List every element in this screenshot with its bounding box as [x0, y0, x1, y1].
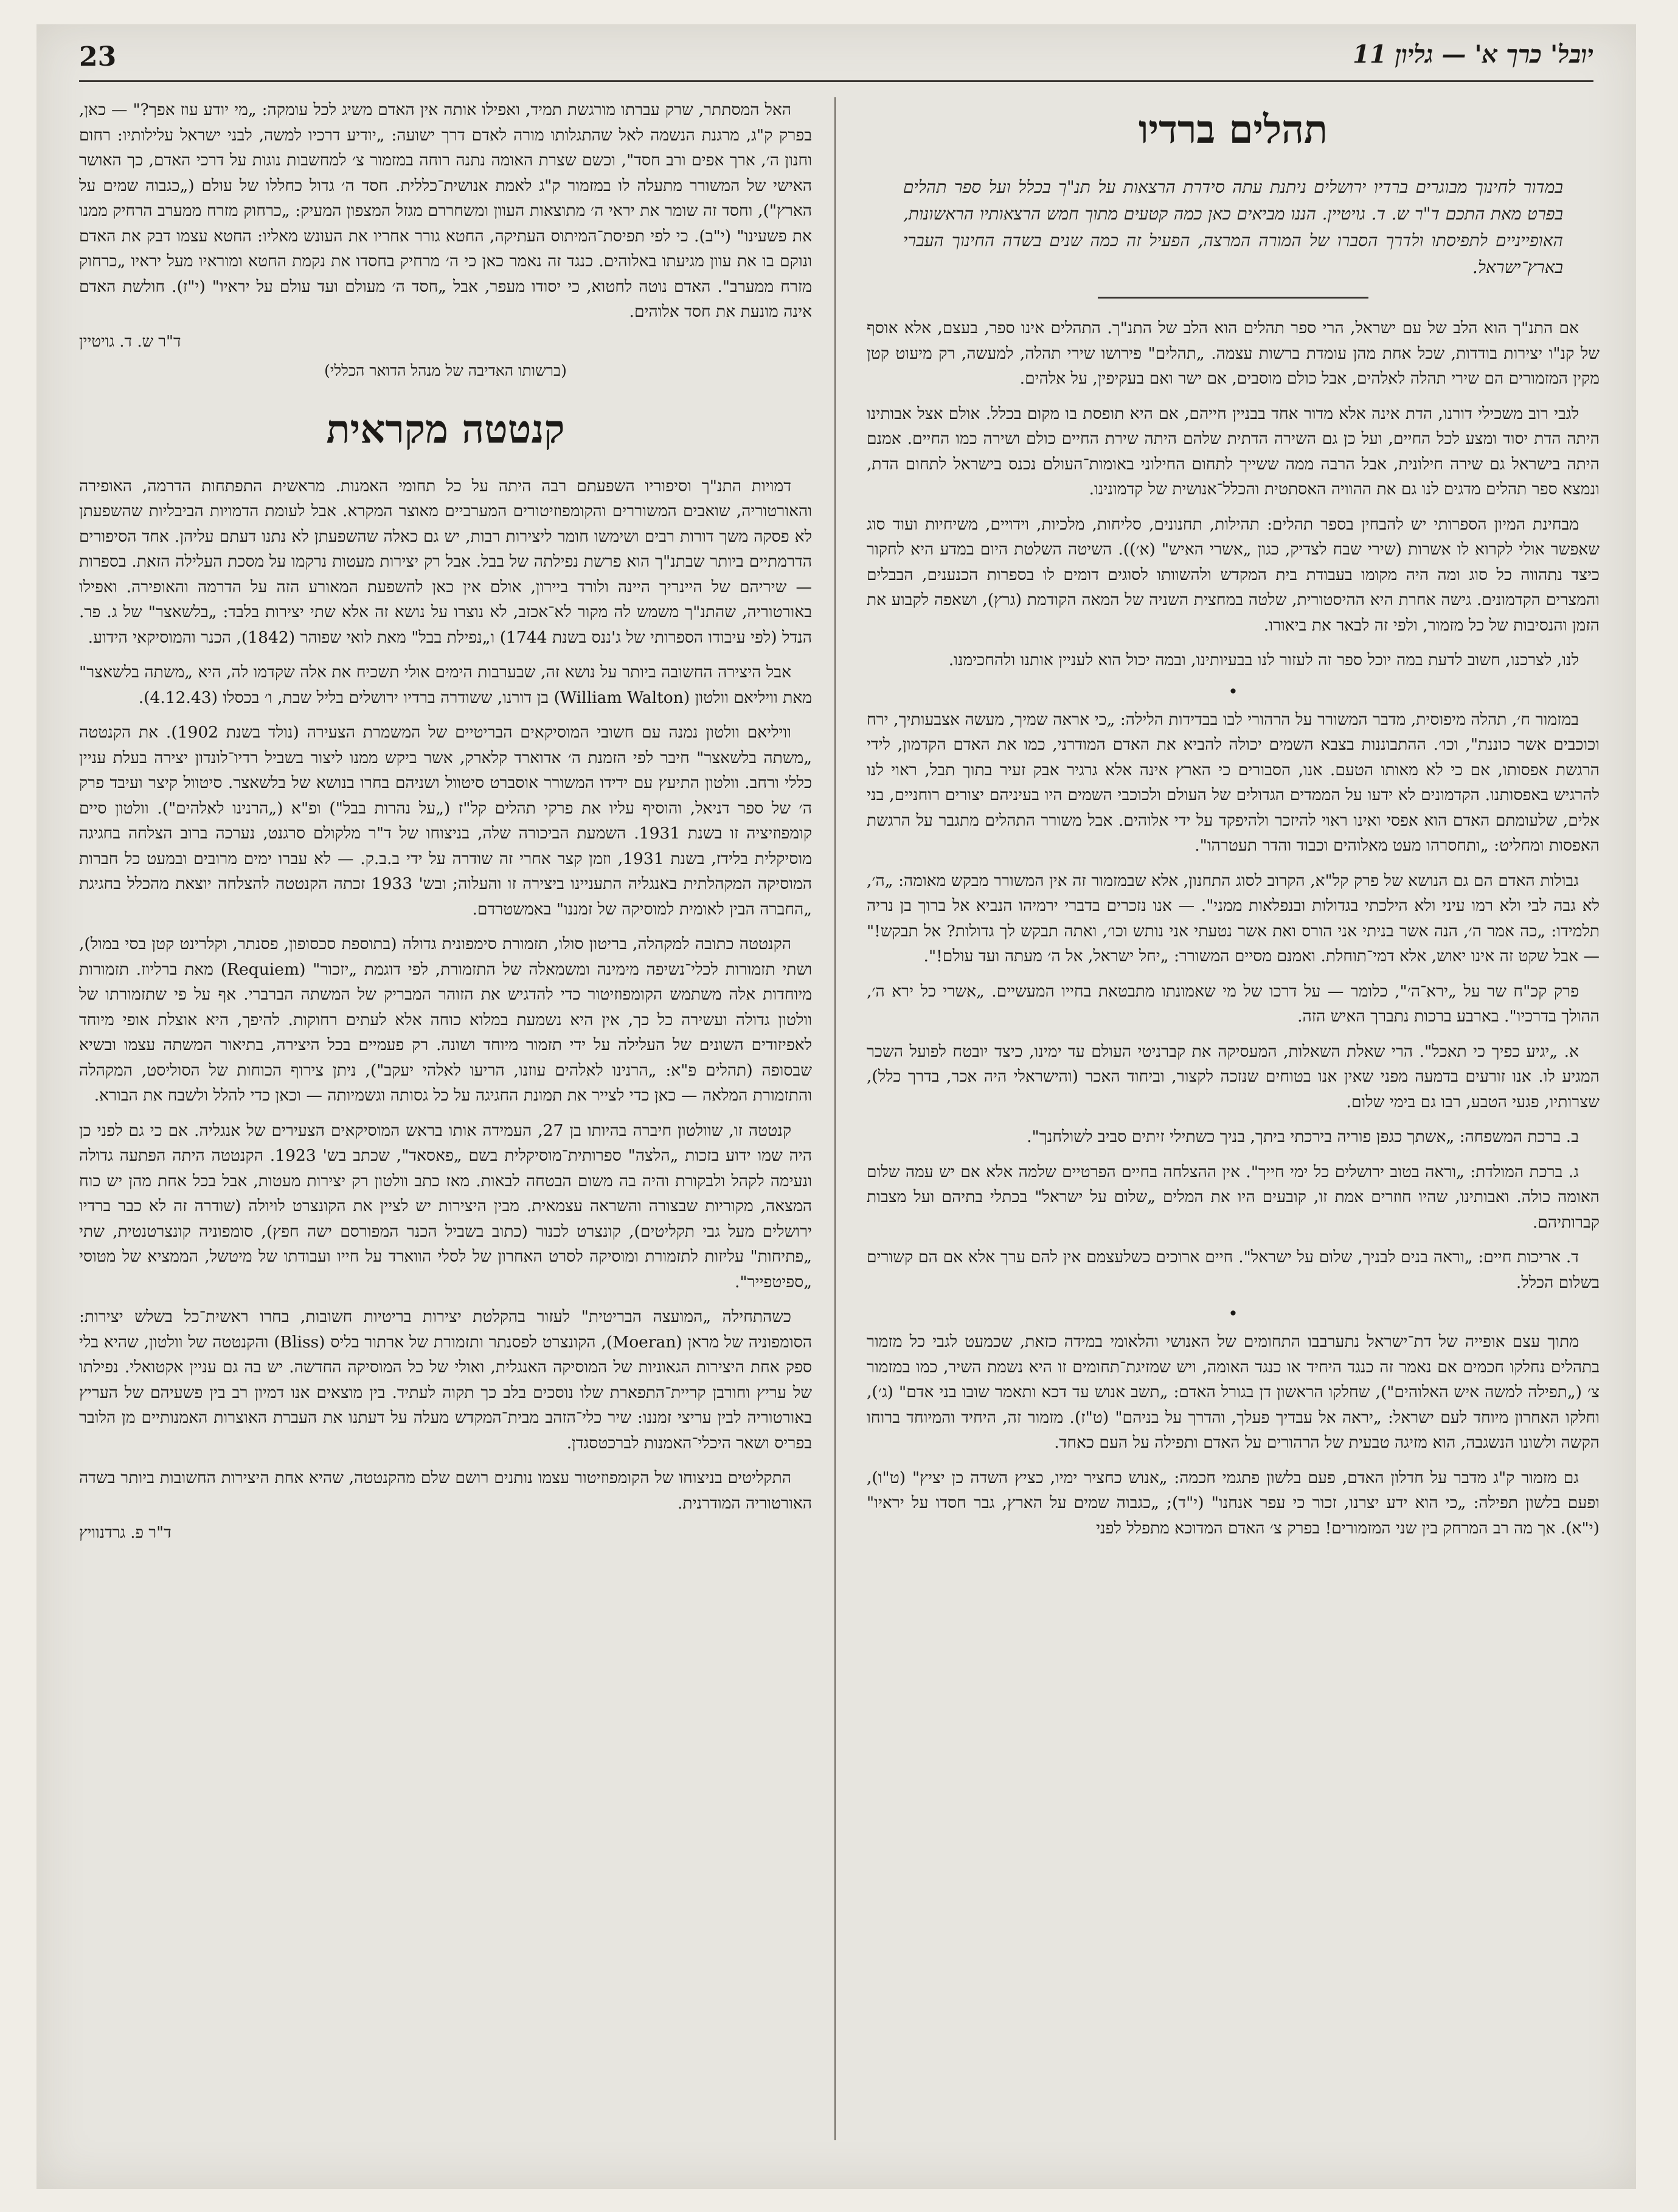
page-header: [79, 38, 1593, 82]
author-signature: ד"ר ש. ד. גויטיין: [79, 332, 181, 351]
article-paragraph: אם התנ"ך הוא הלב של עם ישראל, הרי ספר תהלים הוא הלב של התנ"ך. התהלים אינו ספר, בעצם, אלא אוסף של קנ"ו יצירות בודדות, שכל אחת מהן עומדת ברשות עצמה. „תהלים" פירושו שירי תהלה, למעשה, רק מיעוט קטן מקין המזמורים הם שירי תהלה לאלהים, אבל כולם מוסבים, אם ישר ואם בעקיפין, על אלהים.: [867, 319, 1600, 388]
article-title-tehillim: תהלים ברדיו: [1139, 107, 1328, 153]
separator-rule: [1098, 297, 1368, 299]
article-paragraph: האל המסתתר, שרק עברתו מורגשת תמיד, ואפילו אותה אין האדם משיג לכל עומקה: „מי יודע עוז אפך?" — כאן, בפרק ק"ג, מרגנת הנשמה לאל שהתגלותו מורה לאדם דרך ישועה: „יודיע דרכיו למשה, לבני ישראל עלילותיו: רחום וחנון ה׳, ארך אפים ורב חסד", וכשם שצרת האומה נתנה רוחה במזמור צ׳ למחשבות נוגות על דרכי האדם, כך האושר האישי של המשורר מתעלה לו במזמור ק"ג לאמת אנושית־כללית. חסד ה׳ גדול כחללו של עולם („כגבוה שמים על הארץ"), וחסד זה שומר את יראי ה׳ מתוצאות העוון ומשחררם מגזל המצפון המעיק: „כרחוק מזרח ממערב הרחיק ממנו את פשעינו" (י"ב). כי לפי תפיסת־המיתוס העתיקה, החטא גורר אחריו את העונש מאליו: החטא עצמו דבק את האדם ונוקם בו את עוון מגיעתו באלוהים. כנגד זה נאמר כאן כי ה׳ מרחיק בחסדו את נקמת החטא ומוראיו מעל יראיו „כרחוק מזרח ממערב". האדם נוטה לחטוא, כי יסודו מעפר, אבל „חסד ה׳ מעולם ועד עולם על יראיו" (י"ז). חולשת האדם אינה מונעת את חסד אלוהים.: [79, 100, 812, 321]
running-head: יובל' כרך א' — גליון 11: [1353, 40, 1593, 69]
article-paragraph: פרק קכ"ח שר על „ירא־ה׳", כלומר — על דרכו של מי שאמונתו מתבטאת בחייו המעשיים. „אשרי כל ירא ה׳, ההולך בדרכיו". בארבע ברכות נתברך האיש הזה.: [867, 981, 1600, 1026]
article-title-cantata: קנטטה מקראית: [326, 406, 565, 452]
newspaper-page: [36, 24, 1636, 2189]
left-column: [79, 97, 812, 2152]
article-paragraph: גבולות האדם הם גם הנושא של פרק קל"א, הקרוב לסוג התחנון, אלא שבמזמור זה אין המשורר מבקש מאומה: „ה׳, לא גבה לבי ולא רמו עיני ולא הילכתי בגדולות ובנפלאות ממני". — אנו נזכרים בדברי ירמיהו הנביא אל ברוך בן נריה תלמידו: „כה אמר ה׳, הנה אשר בניתי אני הורס ואת אשר נטעתי אני נותש וכו׳, ואתה תבקש לך גדולות? אל תבקש!" — אבל שקט זה אינו יאוש, אלא דמי־תוחלת. ואמנם מסיים המשורר: „יחל ישראל, אל ה׳ מעתה ועד עולם!".: [867, 871, 1600, 966]
article-paragraph: א. „יגיע כפיך כי תאכל". הרי שאלת השאלות, המעסיקה את קברניטי העולם עד ימינו, כיצד יובטח לפועל השכר המגיע לו. אנו זורעים בדמעה מפני שאין אנו בטוחים שנזכה לקצור, וביחוד האכר (והישראלי היה אכר, בדרך כלל), שצרותיו, פגעי הטבע, רבו גם בימי שלום.: [867, 1042, 1600, 1111]
article-paragraph: מתוך עצם אופייה של דת־ישראל נתערבבו התחומים של האנושי והלאומי במידה כזאת, שכמעט לגבי כל מזמור בתהלים נחלקו חכמים אם נאמר זה כנגד היחיד או כנגד האומה, ויש שמזיגת־תחומים זו היא נשמת השיר, כמו במזמור צ׳ („תפילה למשה איש האלוהים"), שחלקו הראשון דן בגורל האדם: „תשב אנוש עד דכא ותאמר שובו בני אדם" (ג׳), וחלקו האחרון מיוחד לעם ישראל: „יראה אל עבדיך פעלך, והדרך על בניהם" (ט"ז). מזמור זה, היחיד והמיוחד ברוחו הקשה ולשונו הנשגבה, הוא מזיגה טבעית של הרהורים על האדם ותפילה על העם כאחד.: [867, 1332, 1600, 1452]
article-paragraph: לנו, לצרכנו, חשוב לדעת במה יוכל ספר זה לעזור לנו בבעיותינו, ובמה יכול הוא לעניין אותנו ולהחכימנו.: [948, 651, 1579, 669]
section-mark: •: [1228, 1304, 1238, 1324]
right-column: [867, 97, 1600, 2152]
article-paragraph: קנטטה זו, שוולטון חיברה בהיותו בן 27, העמידה אותו בראש המוסיקאים הצעירים של אנגליה. אם כי גם לפני כן היה שמו ידוע בזכות „הלצה" ספרותית־מוסיקלית בשם „פאסאד", שכתב בש' 1923. הקנטטה היתה הפתעה גדולה ונעימה לקהל ולבקורת והיה בה משום הבטחה לבאות. מאז כתב וולטון רק יצירות מעטות, אבל בכל אחת מהן יש כוח המצאה, מקוריות שבצורה והשראה עצמאית. מבין היצירות יש לציין את הקונצרט לויולה (שודרה זה לא כבר ברדיו ירושלים מעל גבי תקליטים), קונצרט לכנור (כתוב בשביל הכנר המפורסם ישה חפץ), סומפוניה קונצרטנטית, שתי „פתיחות" עליזות לתזמורת ומוסיקה לסרט האחרון של לסלי הווארד על חייו ועבודתו של מיטשל, הממציא של מטוסי „ספיטפייר".: [79, 1121, 812, 1291]
article-paragraph: אבל היצירה החשובה ביותר על נושא זה, שבערבות הימים אולי תשכיח את אלה שקדמו לה, היא „משתה בלשאצר" מאת וויליאם וולטון (William Walton) בן דורנו, ששודרה ברדיו ירושלים בליל שבת, ו׳ בכסלו (4.12.43).: [79, 663, 812, 707]
article-paragraph: גם מזמור ק"ג מדבר על חדלון האדם, פעם בלשון פתגמי חכמה: „אנוש כחציר ימיו, כציץ השדה כן יציץ" (ט"ו), ופעם בלשון תפילה: „כי הוא ידע יצרנו, זכור כי עפר אנחנו" (י"ד); „כגבוה שמים על הארץ, גבר חסדו על יראיו" (י"א). אך מה רב המרחק בין שני המזמורים! בפרק צ׳ האדם המדוכא מתפלל לפני: [867, 1468, 1600, 1538]
article-paragraph: ב. ברכת המשפחה: „אשתך כגפן פוריה בירכתי ביתך, בניך כשתילי זיתים סביב לשולחנך".: [1027, 1127, 1579, 1146]
article-paragraph: ד. אריכות חיים: „וראה בנים לבניך, שלום על ישראל". חיים ארוכים כשלעצמם אין להם ערך אלא אם הם קשורים בשלום הכלל.: [867, 1248, 1600, 1292]
article-paragraph: במזמור ח׳, תהלה מיפוסית, מדבר המשורר על הרהורי לבו בבדידות הלילה: „כי אראה שמיך, מעשה אצבעותיך, ירח וכוכבים אשר כוננת", וכו׳. ההתבוננות בצבא השמים יכולה להביא את האדם המודרני, כמו את האדם הקדמון, לידי הרגשת אפסותו, אם כי לא מאותו הטעם. אנו, הסבורים כי הארץ אינה אלא גרגיר אבק זעיר בתוך תבל, ראוי לנו להרגיש באפסותנו. הקדמונים לא ידעו על הממדים הגדולים של העולם ולכוכבי השמים היו בעיניהם יצורים רוחניים, בני אלים, שלעומתם האדם הוא אפסי ואינו ראוי להיזכר ולהיפקד על ידי אלוהים. אבל משורר התהלים מתגבר על הרגשת האפסות ומחליט: „ותחסרהו מעט מאלוהים וכבוד והדר תעטרהו".: [867, 710, 1600, 855]
credit-line: (ברשותו האדיבה של מנהל הדואר הכללי): [324, 362, 567, 379]
article-paragraph: התקליטים בניצוחו של הקומפוזיטור עצמו נותנים רושם שלם מהקנטטה, שהיא אחת היצירות החשובות ביותר בשדה האורטוריה המודרנית.: [79, 1468, 812, 1513]
article-intro: במדור לחינוך מבוגרים ברדיו ירושלים ניתנת עתה סידרת הרצאות על תנ"ך בכלל ועל ספר תהלים בפרט מאת התכם ד"ר ש. ד. גויטיין. הננו מביאים כאן כמה קטעים מתוך חמש הרצאותיו הראשונות, האופייניים לתפיסתו ולדרך הסברו של המורה המרצה, הפעיל זה כמה שנים בשדה החינוך העברי בארץ־ישראל.: [903, 177, 1563, 277]
author-signature: ד"ר פ. גרדנוויץ: [79, 1524, 172, 1542]
page-number: 23: [79, 41, 117, 72]
article-paragraph: ג. ברכת המולדת: „וראה בטוב ירושלים כל ימי חייך". אין ההצלחה בחיים הפרטיים שלמה אלא אם יש עמה שלום האומה כולה. ואבותינו, שהיו חוזרים אמת זו, קובעים היו את המלים „שלום על ישראל" בכתלי בתיהם ועל מצבות קברותיהם.: [867, 1162, 1600, 1232]
section-mark: •: [1228, 681, 1238, 702]
article-paragraph: וויליאם וולטון נמנה עם חשובי המוסיקאים הבריטיים של המשמרת הצעירה (נולד בשנת 1902). את הקנטטה „משתה בלשאצר" חיבר לפי הזמנת ה׳ אדוארד קלארק, אשר ביקש ממנו ליצור בשביל רדיו־לונדון יצירה בעלת עניין כללי ורחב. וולטון התיעץ עם ידידו המשורר אוסברט סיטוול ושניהם בחרו בנושא של בלשאצר. סיטוול קיצר ועיבד פרק ה׳ של ספר דניאל, והוסיף עליו את פרקי תהלים קל"ז („על נהרות בבל") ופ"א („הרנינו לאלהים"). וולטון סיים קומפוזיציה זו בשנת 1931. השמעת הביכורה שלה, בניצוחו של ד"ר מלקולם סרגנט, נערכה ברוב הצלחה בחגיגה מוסיקלית בלידז, בשנת 1931, וזמן קצר אחרי זה שודרה על ידי ב.ב.ק. — לא עברו ימים מרובים ובמעט כל חברות המוסיקה המקהלתית באנגליה התעניינו ביצירה זו והעלוה; ובש' 1933 זכתה הקנטטה להצלחה יוצאת מהכלל בחגיגת „החברה הבין לאומית למוסיקה של זמננו" באמשטרדם.: [79, 723, 812, 919]
article-paragraph: לגבי רוב משכילי דורנו, הדת אינה אלא מדור אחד בבניין חייהם, אם היא תופסת בו מקום בכלל. אולם אצל אבותינו היתה הדת יסוד ומצע לכל החיים, ועל כן גם השירה הדתית שלהם היתה שירת החיים כולם ושירה כמו החיים. אמנם היתה בישראל גם שירה חילונית, אבל הרבה ממה ששייך לתחום החילוני באומות־העולם נכנס בישראל לתחום הדת, ונמצא ספר תהלים מדגים לנו גם את ההוויה האסתטית והכלל־אנושית של קדמונינו.: [867, 404, 1600, 499]
article-paragraph: כשהתחילה „המועצה הבריטית" לעזור בהקלטת יצירות בריטיות חשובות, בחרו ראשית־כל בשלש יצירות: הסומפוניה של מראן (Moeran), הקונצרט לפסנתר ותזמורת של ארתור בליס (Bliss) והקנטטה של וולטון, שהיא בלי ספק אחת היצירות הגאוניות של המוסיקה האנגלית, ואולי של כל המוסיקה החדשה. יש בה גם עניין אקטואלי. נפילתו של עריץ וחורבן קריית־התפארת שלו נוסכים בלב כך תקוה לעתיד. בין מוצאים אנו דמיון רב בין פשעיהם של העריץ באורטוריה לבין עריצי זמננו: שיר כלי־הזהב מבית־המקדש מעלה על דעתנו את העברת האוצרות האמנותיים מן הלובר בפריס ושאר היכלי־האמנות לברכטסגדן.: [79, 1307, 812, 1453]
article-paragraph: הקנטטה כתובה למקהלה, בריטון סולו, תזמורת סימפונית גדולה (בתוספת סכסופון, פסנתר, וקלרינט קטן בסי במול), ושתי תזמורות לכלי־נשיפה מימינה ומשמאלה של התזמורת, לפי דוגמת „יזכור" (Requiem) מאת ברליוז. תזמורות מיוחדות אלה משתמש הקומפוזיטור כדי להדגיש את הזוהר המבריק של המשתה הברברי. אף על פי שתזמורתו של וולטון גדולה ועשירה כל כך, אין היא נשמעת במלוא כוחה אלא לעתים רחוקות. להיפך, היא אוצלת אופי מיוחד לאפיזודים השונים של העלילה על ידי תזמור מיוחד ושונה. רק פעמיים בכל היצירה, בתיאור המשתה עצמו ובשיא שבסופה (תהלים פ"א: „הרנינו לאלהים עוזנו, הריעו לאלהי יעקב"), ניתן צירוף הכוחות של הסוליסט, המקהלה והתזמורת המלאה — כאן כדי לצייר את תמונת החגיגה על כל גסותה וגשמיותה — וכאן כדי להלל ולשבח את הבורא.: [79, 935, 812, 1105]
column-divider: [834, 97, 836, 2140]
article-paragraph: דמויות התנ"ך וסיפוריו השפעתם רבה היתה על כל תחומי האמנות. מראשית התפתחות הדרמה, האופירה והאורטוריה, שואבים המשוררים והקומפוזיטורים המערביים מאוצר המקרא. אבל לעומת הדמויות הביבליות שהשפעתן לא פסקה משך דורות רבים ושימשו חומר ליצירות רבות, יש גם כאלה שהשפעתן לא נתנו דעתם עליהן. אחד הסיפורים הדרמתיים ביותר שבתנ"ך הוא פרשת נפילתה של בבל. אבל רק יצירות מעטות נרקמו על מסכת העלילה הזאת. בספרות — שיריהם של היינריך היינה ולורד ביירון, אולם אין כאן להשפעת המאורע הזה על הדרמה והאופירה. ואפילו באורטוריה, שהתנ"ך משמש לה מקור לא־אכזב, לא נוצרו על נושא זה אלא שתי יצירות בלבד: „בלשאצר" של ג. פר. הנדל (לפי עיבודו הספרותי של ג'ננס בשנת 1744) ו„נפילת בבל" מאת לואי שפוהר (1842), הכנר והמוסיקאי הידוע.: [79, 476, 812, 647]
article-paragraph: מבחינת המיון הספרותי יש להבחין בספר תהלים: תהילות, תחנונים, סליחות, מלכיות, וידויים, משיחיות ועוד סוג שאפשר אולי לקרוא לו אשרות (שירי שבח לצדיק, כגון „אשרי האיש" (א׳)). השיטה השלטת היום במדע היא לחקור כיצד נתהווה כל סוג ומה היה מקומו בעבודת בית המקדש ולהשוותו לסוגים דומים לו בספרות הכנענים, הבבלים והמצרים הקדמונים. גישה אחרת היא ההיסטורית, שלטה במחצית השניה של המאה הקודמת (גרץ), ושאפה לקבוע את הזמן והנסיבות של כל מזמור, ולפי זה לבאר את ביאורו.: [867, 514, 1600, 635]
